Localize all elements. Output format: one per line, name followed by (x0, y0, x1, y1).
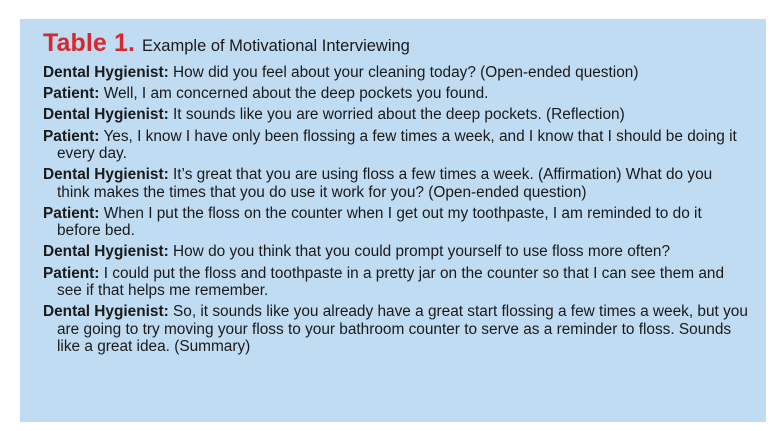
speaker-label: Dental Hygienist: (43, 64, 169, 81)
dialogue-text: When I put the floss on the counter when I get out my toothpaste, I am reminded to do it before bed. (57, 204, 702, 240)
dialogue-entry (43, 106, 748, 123)
table-panel (20, 19, 766, 422)
dialogue-entry (43, 128, 748, 163)
dialogue-entry (43, 243, 748, 260)
dialogue-text: Yes, I know I have only been flossing a few times a week, and I know that I should be doing it every day. (57, 127, 737, 163)
dialogue-entry (43, 64, 748, 81)
dialogue-text: So, it sounds like you already have a great start flossing a few times a week, but you are going to try moving your floss to your bathroom counter to serve as a reminder to floss. Sounds like a great idea. (Summary) (57, 303, 748, 356)
speaker-label: Patient: (43, 85, 100, 103)
table-title: Example of Motivational Interviewing (142, 37, 410, 55)
dialogue-text: It’s great that you are using floss a few times a week. (Affirmation) What do you think makes the times that you do use it work for you? (Open-ended question) (57, 166, 713, 201)
speaker-label: Dental Hygienist: (43, 243, 169, 261)
dialogue-text: I could put the floss and toothpaste in a pretty jar on the counter so that I can see them and see if that helps me remember. (57, 264, 725, 300)
dialogue-entry (43, 85, 748, 102)
dialogue-entry (43, 205, 748, 240)
speaker-label: Dental Hygienist: (43, 106, 169, 124)
speaker-label: Patient: (43, 264, 100, 282)
dialogue-entry (43, 265, 748, 300)
dialogue-text: How did you feel about your cleaning today? (Open-ended question) (173, 64, 639, 81)
dialogue-text: It sounds like you are worried about the deep pockets. (Reflection) (173, 106, 625, 124)
speaker-label: Dental Hygienist: (43, 303, 169, 321)
table-label: Table 1. (43, 29, 136, 57)
speaker-label: Patient: (43, 204, 100, 222)
dialogue-entry (43, 166, 748, 201)
dialogue-text: Well, I am concerned about the deep pockets you found. (103, 85, 489, 103)
dialogue-entry (43, 303, 748, 355)
speaker-label: Patient: (43, 127, 100, 145)
dialogue-text: How do you think that you could prompt yourself to use floss more often? (173, 243, 671, 261)
table-caption (43, 29, 748, 58)
speaker-label: Dental Hygienist: (43, 166, 169, 184)
